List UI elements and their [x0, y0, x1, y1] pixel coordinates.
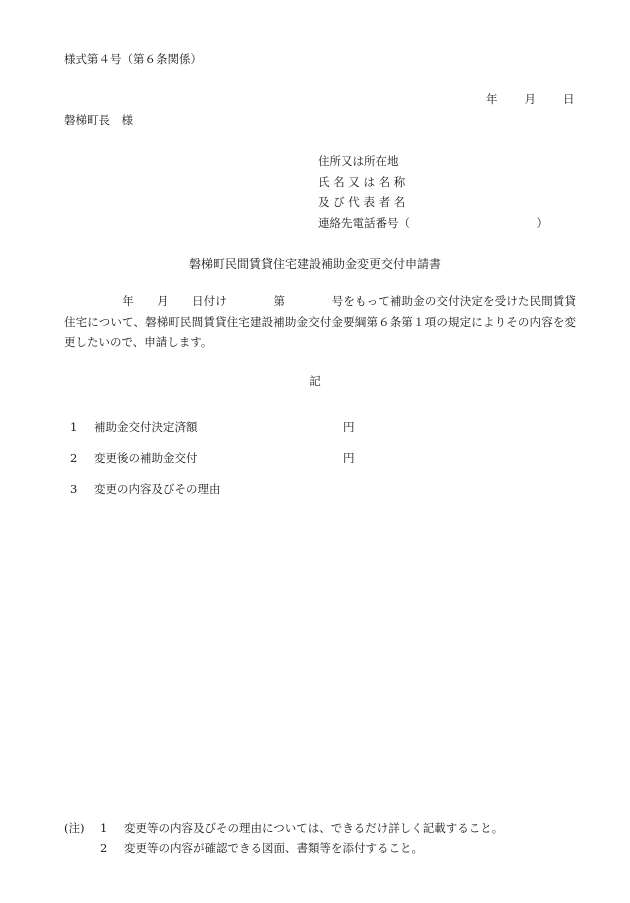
form-number: 様式第４号（第６条関係） — [64, 52, 202, 66]
date-year-label: 年 — [486, 92, 498, 106]
note-text: 変更等の内容が確認できる図面、書類等を添付すること。 — [124, 841, 423, 855]
phone-label: 連絡先電話番号（ ） — [318, 215, 548, 230]
applicant-block — [318, 151, 548, 233]
note-line — [64, 840, 423, 856]
note-prefix: (注) — [64, 821, 85, 835]
document-title: 磐梯町民間賃貸住宅建設補助金変更交付申請書 — [188, 257, 441, 271]
item-number: 2 — [70, 451, 78, 465]
record-heading: 記 — [309, 374, 321, 388]
note-text: 変更等の内容及びその理由については、できるだけ詳しく記載すること。 — [124, 821, 504, 835]
representative-label: 及 び 代 表 者 名 — [318, 195, 406, 209]
date-month-label: 月 — [524, 92, 536, 106]
name-label: 氏 名 又 は 名 称 — [318, 174, 406, 189]
item-unit: 円 — [343, 420, 355, 434]
list-item — [70, 481, 221, 497]
item-label: 変更の内容及びその理由 — [94, 482, 221, 496]
list-item — [70, 419, 198, 435]
note-number: 1 — [100, 821, 108, 835]
date-line — [486, 91, 575, 107]
note-number: 2 — [100, 841, 108, 855]
addressee: 磐梯町長 様 — [64, 113, 133, 127]
item-number: 3 — [70, 482, 78, 496]
body-paragraph: 年 月 日付け 第 号をもって補助金の交付決定を受けた民間賃貸住宅について、磐梯町民間賃貸住宅建設補助金交付金要綱第６条第１項の規定によりその内容を変更したいので、申請します。 — [64, 294, 576, 349]
item-unit: 円 — [343, 451, 355, 465]
item-label: 変更後の補助金交付 — [94, 451, 198, 465]
note-line — [64, 820, 503, 836]
list-item — [70, 450, 198, 466]
date-day-label: 日 — [563, 92, 575, 106]
address-label: 住所又は所在地 — [318, 154, 399, 168]
item-label: 補助金交付決定済額 — [94, 420, 198, 434]
item-number: 1 — [70, 420, 78, 434]
